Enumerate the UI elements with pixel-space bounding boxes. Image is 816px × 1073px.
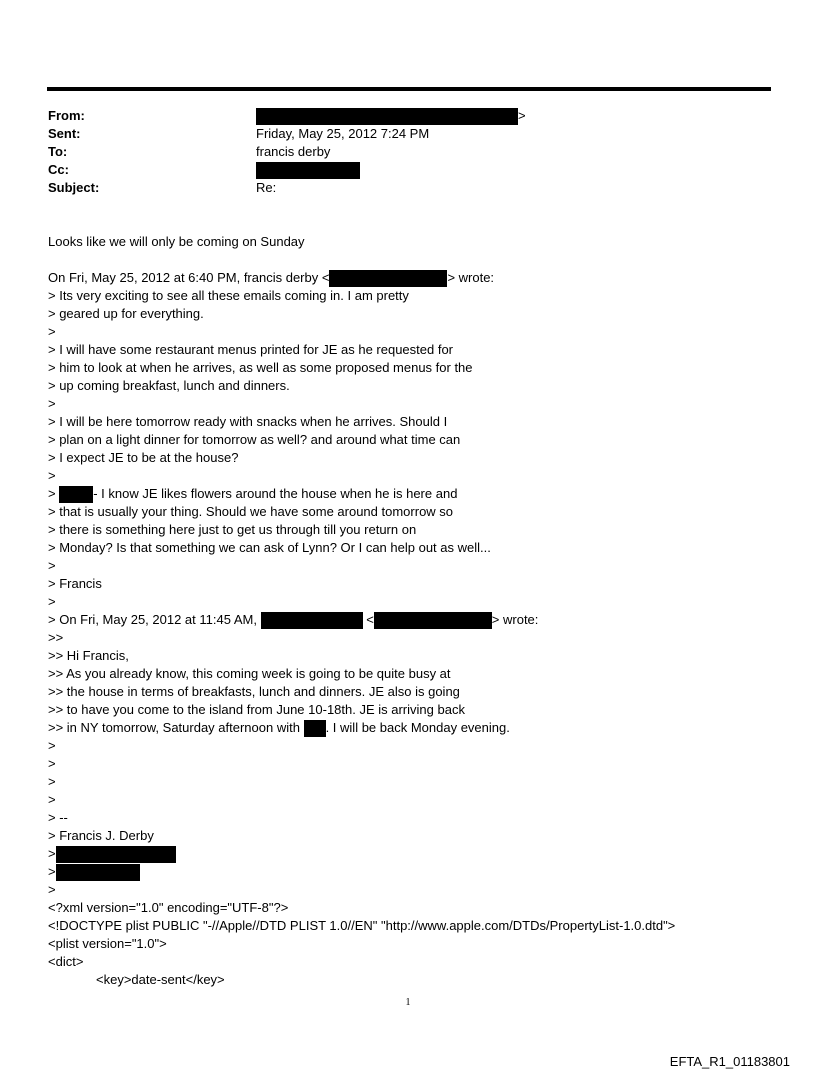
redaction (261, 612, 363, 629)
body-line: > I will be here tomorrow ready with snacks when he arrives. Should I (48, 414, 448, 429)
redaction (256, 162, 360, 179)
body-line: > (48, 594, 56, 609)
quote-intro: On Fri, May 25, 2012 at 6:40 PM, francis derby < (48, 270, 330, 285)
page-number: 1 (405, 997, 411, 1008)
body-line: > (48, 738, 56, 753)
body-line: >> (48, 630, 64, 645)
header-rule (47, 87, 771, 91)
document-id: EFTA_R1_01183801 (669, 1054, 790, 1069)
body-line (48, 611, 788, 629)
body-line: > -- (48, 810, 68, 825)
quote-intro-mid: < (362, 612, 374, 627)
body-line (48, 269, 788, 287)
subject-label: Subject: (48, 180, 100, 195)
body-line: <plist version="1.0"> (48, 936, 167, 951)
body-line: Looks like we will only be coming on Sunday (48, 234, 305, 249)
body-line: > Francis (48, 576, 102, 591)
body-line: <dict> (48, 954, 84, 969)
body-text: - I know JE likes flowers around the house when he is here and (93, 486, 458, 501)
quote-marker: > (48, 846, 56, 861)
body-line: > geared up for everything. (48, 306, 204, 321)
body-line: > (48, 792, 56, 807)
redaction (304, 720, 326, 737)
body-line: > that is usually your thing. Should we have some around tomorrow so (48, 504, 454, 519)
quote-marker: > (48, 864, 56, 879)
quote-intro: > On Fri, May 25, 2012 at 11:45 AM, (48, 612, 261, 627)
body-line: > Francis J. Derby (48, 828, 154, 843)
to-value: francis derby (256, 144, 331, 159)
body-line: >> to have you come to the island from June 10-18th. JE is arriving back (48, 702, 465, 717)
body-line: <?xml version="1.0" encoding="UTF-8"?> (48, 900, 289, 915)
from-label: From: (48, 108, 85, 123)
redaction (59, 486, 93, 503)
body-line: <key>date-sent</key> (96, 972, 225, 987)
body-line: <!DOCTYPE plist PUBLIC "-//Apple//DTD PLIST 1.0//EN" "http://www.apple.com/DTDs/PropertyList-1.0.dtd"> (48, 918, 676, 933)
cc-value (256, 161, 360, 179)
from-value (256, 107, 526, 125)
body-line: > (48, 882, 56, 897)
body-line: > I will have some restaurant menus printed for JE as he requested for (48, 342, 454, 357)
body-text: >> in NY tomorrow, Saturday afternoon with (48, 720, 304, 735)
body-line: > (48, 324, 56, 339)
redaction (56, 846, 176, 863)
quote-intro-end: > wrote: (491, 612, 539, 627)
sent-label: Sent: (48, 126, 81, 141)
body-line: > Monday? Is that something we can ask of Lynn? Or I can help out as well... (48, 540, 491, 555)
body-line: > I expect JE to be at the house? (48, 450, 239, 465)
body-line (48, 863, 788, 881)
body-line (48, 719, 788, 737)
cc-label: Cc: (48, 162, 69, 177)
quote-intro-end: > wrote: (447, 270, 495, 285)
body-line: > (48, 558, 56, 573)
body-line: > (48, 756, 56, 771)
body-line: >> the house in terms of breakfasts, lunch and dinners. JE also is going (48, 684, 460, 699)
to-label: To: (48, 144, 68, 159)
body-line: > (48, 396, 56, 411)
body-line (48, 845, 788, 863)
body-line: > (48, 468, 56, 483)
subject-value: Re: (256, 180, 277, 195)
body-line: > plan on a light dinner for tomorrow as well? and around what time can (48, 432, 461, 447)
body-line: >> Hi Francis, (48, 648, 129, 663)
sent-value: Friday, May 25, 2012 7:24 PM (256, 126, 430, 141)
blank-line (48, 251, 788, 269)
redaction (256, 108, 518, 125)
body-line (48, 485, 788, 503)
body-line: >> As you already know, this coming week is going to be quite busy at (48, 666, 451, 681)
email-body (48, 233, 788, 989)
quote-marker: > (48, 486, 60, 501)
body-line: > Its very exciting to see all these emails coming in. I am pretty (48, 288, 409, 303)
redaction (56, 864, 140, 881)
body-line: > up coming breakfast, lunch and dinners. (48, 378, 290, 393)
body-line: > (48, 774, 56, 789)
redaction (374, 612, 492, 629)
from-suffix: > (518, 108, 526, 123)
body-line: > him to look at when he arrives, as well as some proposed menus for the (48, 360, 473, 375)
redaction (329, 270, 447, 287)
body-line: > there is something here just to get us through till you return on (48, 522, 417, 537)
body-text: . I will be back Monday evening. (325, 720, 510, 735)
